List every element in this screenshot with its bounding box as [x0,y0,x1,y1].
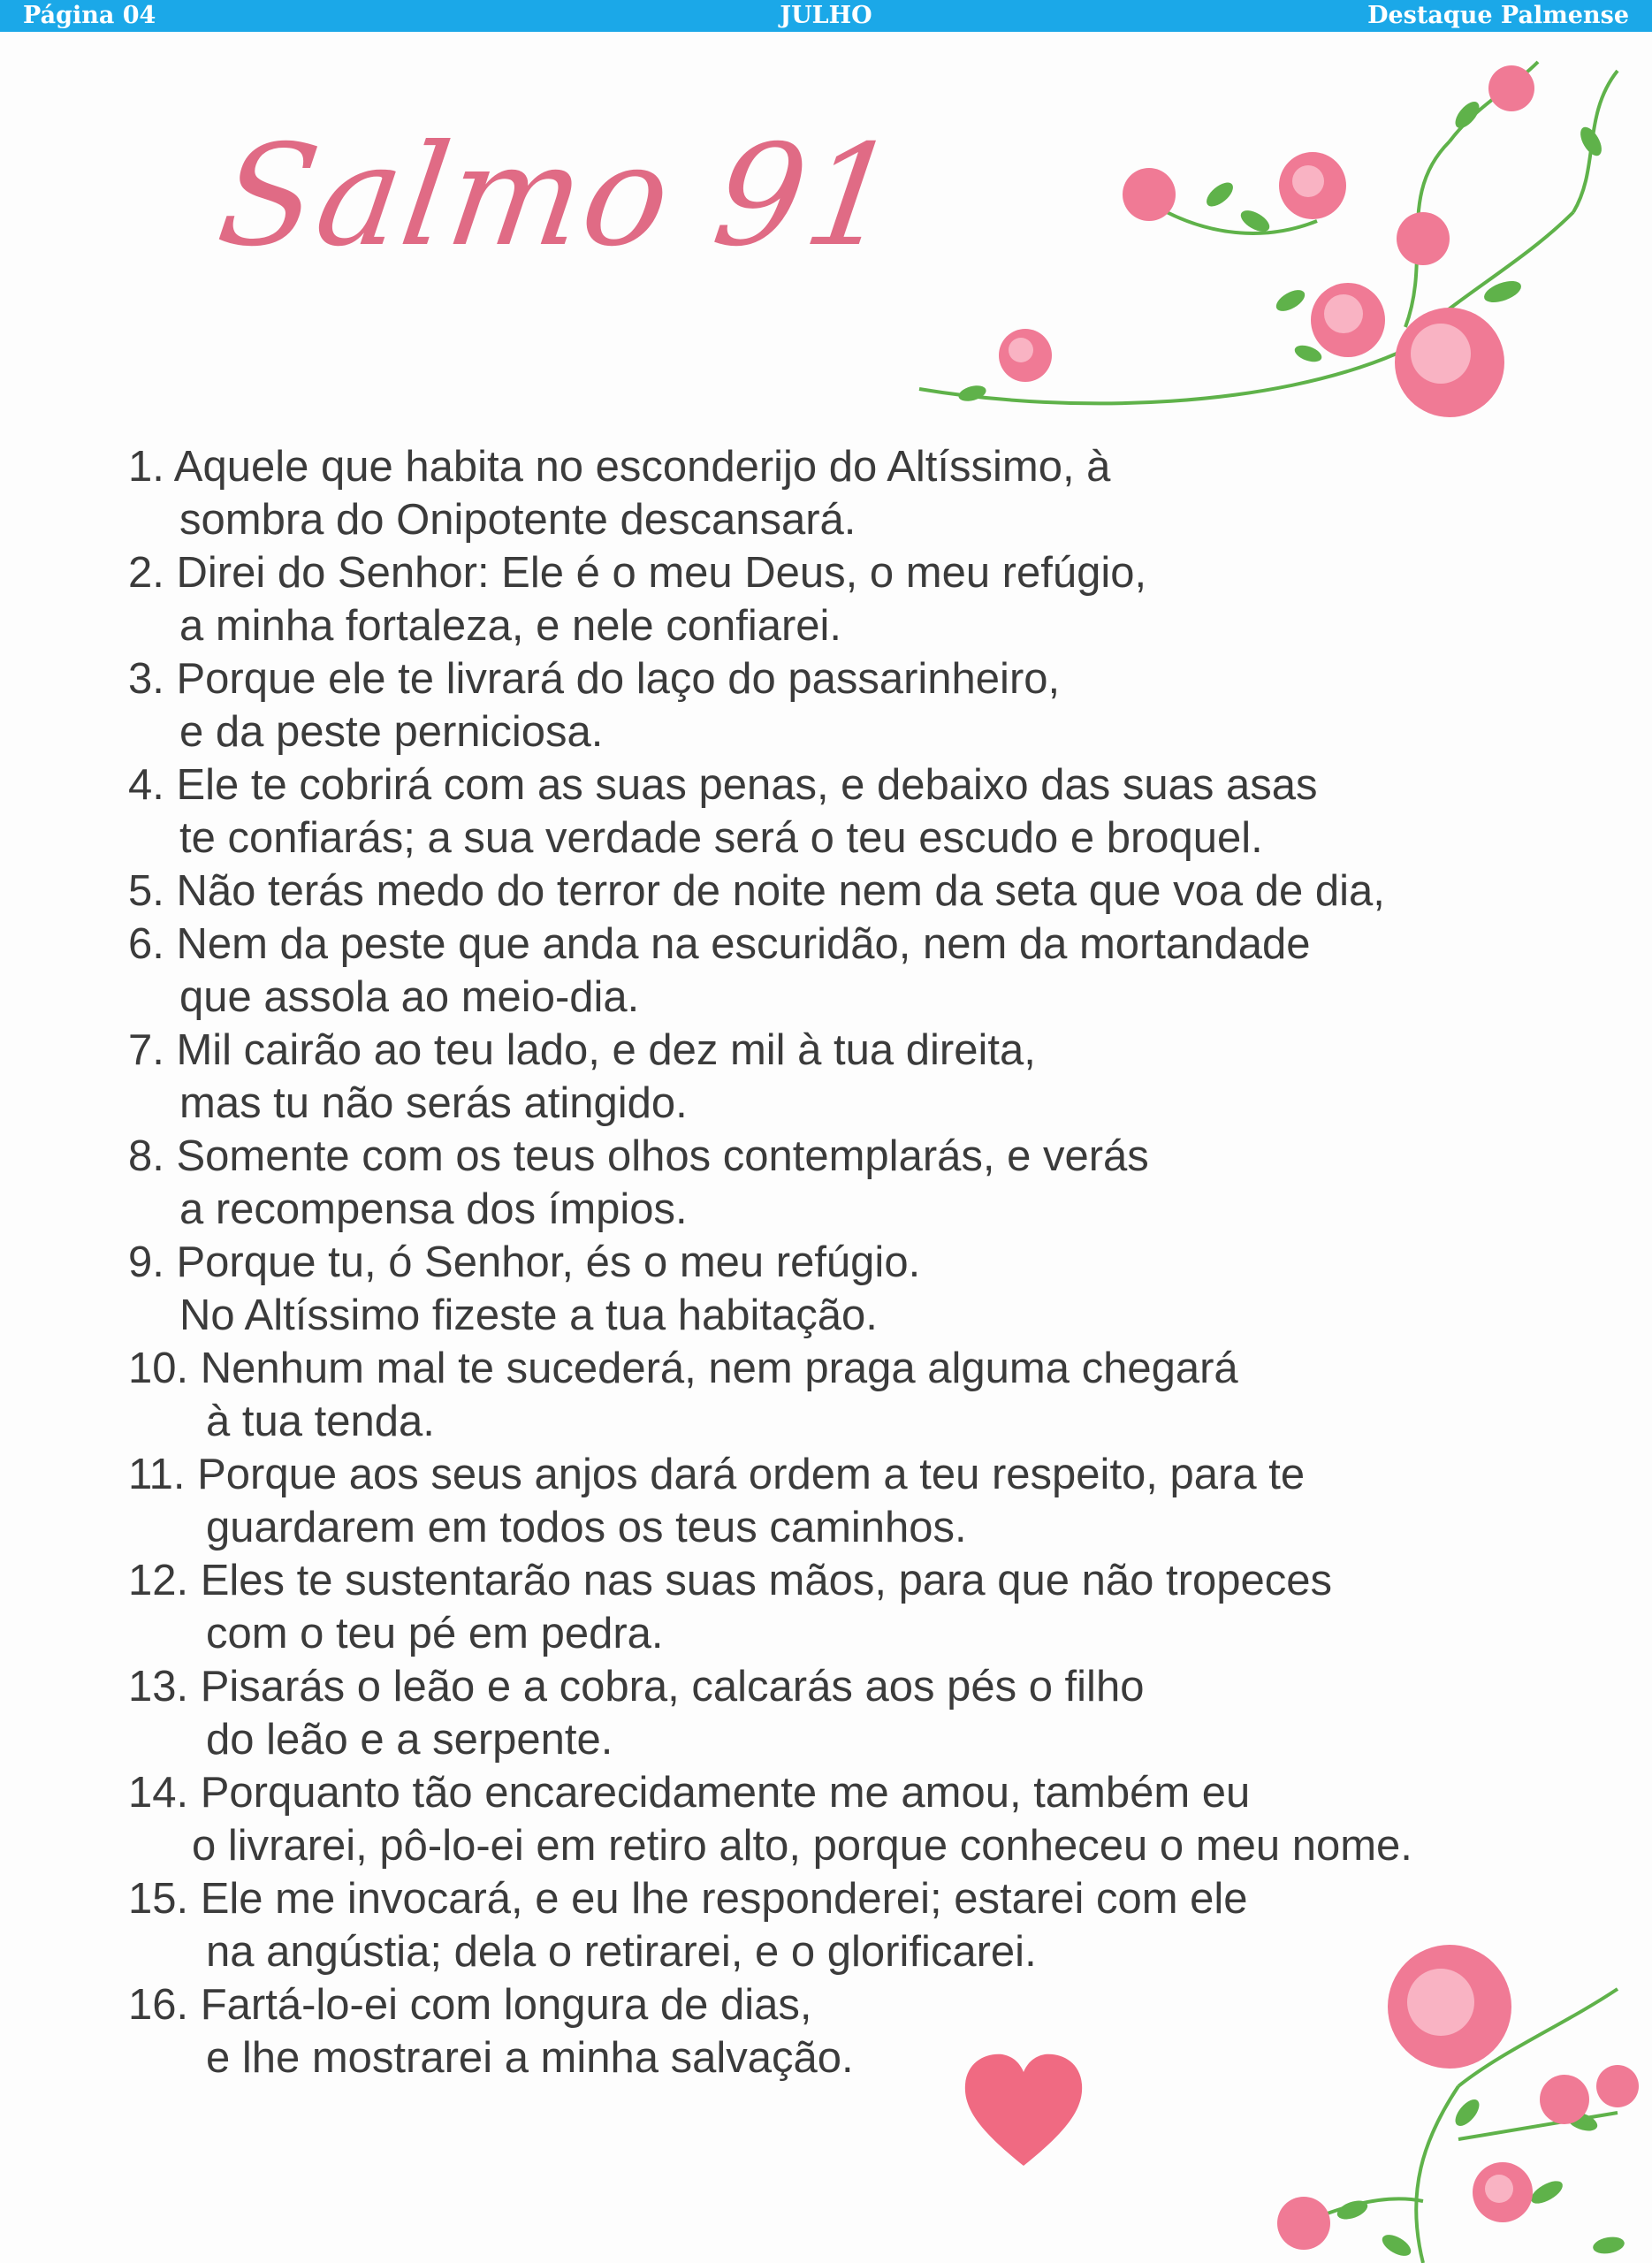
rose-branch-bottom-right-icon [1087,1909,1652,2263]
psalm-verses [128,440,1613,2084]
publication-name: Destaque Palmense [1367,2,1629,29]
verse-8: 8. Somente com os teus olhos contemplarás, e verás a recompensa dos ímpios. [128,1132,1149,1233]
verse-2: 2. Direi do Senhor: Ele é o meu Deus, o meu refúgio, a minha fortaleza, e nele confiarei. [128,549,1147,650]
verse-10: 10. Nenhum mal te sucederá, nem praga alguma chegará à tua tenda. [128,1345,1238,1445]
verse-15: 15. Ele me invocará, e eu lhe responderei; estarei com ele na angústia; dela o retirarei, e o glorificarei. [128,1875,1248,1976]
page-header-bar [0,0,1652,32]
page-title: Salmo 91 [209,115,910,278]
verse-3: 3. Porque ele te livrará do laço do passarinheiro, e da peste perniciosa. [128,655,1061,756]
verse-12: 12. Eles te sustentarão nas suas mãos, para que não tropeces com o teu pé em pedra. [128,1557,1332,1657]
page-number: Página 04 [23,2,156,29]
verse-6: 6. Nem da peste que anda na escuridão, nem da mortandade que assola ao meio-dia. [128,920,1311,1021]
verse-4: 4. Ele te cobrirá com as suas penas, e debaixo das suas asas te confiarás; a sua verdade será o teu escudo e broquel. [128,761,1318,862]
verse-16: 16. Fartá-lo-ei com longura de dias, e lhe mostrarei a minha salvação. [128,1981,854,2082]
verse-14: 14. Porquanto tão encarecidamente me amou, também eu o livrarei, pô-lo-ei em retiro alto, porque conheceu o meu nome. [128,1769,1412,1870]
verse-11: 11. Porque aos seus anjos dará ordem a teu respeito, para te guardarem em todos os teus caminhos. [128,1451,1306,1551]
rose-branch-top-right-icon [902,35,1652,424]
verse-13: 13. Pisarás o leão e a cobra, calcarás aos pés o filho do leão e a serpente. [128,1663,1145,1764]
verse-9: 9. Porque tu, ó Senhor, és o meu refúgio. No Altíssimo fizeste a tua habitação. [128,1238,921,1339]
month-label: JULHO [780,2,872,29]
verse-7: 7. Mil cairão ao teu lado, e dez mil à tua direita, mas tu não serás atingido. [128,1026,1036,1127]
heart-icon [962,2051,1085,2170]
verse-5: 5. Não terás medo do terror de noite nem da seta que voa de dia, [128,867,1385,915]
verse-1: 1. Aquele que habita no esconderijo do Altíssimo, à sombra do Onipotente descansará. [128,443,1111,544]
